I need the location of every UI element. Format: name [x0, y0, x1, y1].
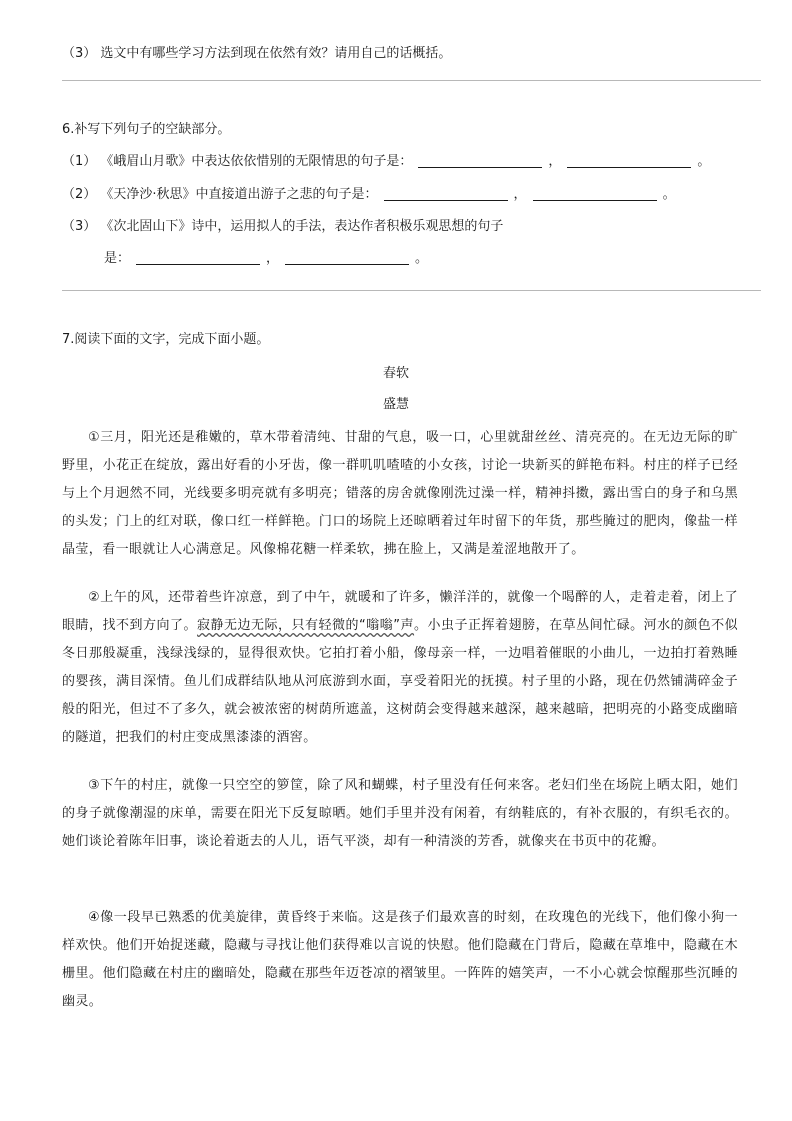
- article-paragraph-3: ③下午的村庄，就像一只空空的箩筐，除了风和蝴蝶，村子里没有任何来客。老妇们坐在场院上晒太阳，她们的身子就像潮湿的床单，需要在阳光下反复晾晒。她们手里并没有闲着，有纳鞋底的，有补衣服的，有织毛衣的。她们谈论着陈年旧事，谈论着逝去的人儿，语气平淡，却有一种清淡的芳香，就像夹在书页中的花瓣。: [62, 778, 738, 849]
- q6-item-3: （3） 《次北固山下》诗中，运用拟人的手法，表达作者积极乐观思想的句子: [62, 219, 504, 234]
- answer-blank[interactable]: [136, 250, 260, 265]
- answer-blank[interactable]: [533, 186, 657, 201]
- q6-item-3-prompt: 是：: [104, 251, 131, 266]
- separator: ，: [513, 187, 527, 202]
- terminator: 。: [662, 187, 676, 202]
- answer-blank[interactable]: [567, 153, 691, 168]
- divider: [62, 290, 761, 291]
- answer-blank[interactable]: [285, 250, 409, 265]
- article-author: 盛慧: [382, 397, 409, 412]
- q7-title: 7.阅读下面的文字，完成下面小题。: [62, 332, 270, 347]
- wavy-underlined-sentence: 寂静无边无际，只有轻微的“嗡嗡”声: [197, 618, 415, 633]
- separator: ，: [548, 154, 562, 169]
- terminator: 。: [697, 154, 711, 169]
- q6-item-1-prompt: （1） 《峨眉山月歌》中表达依依惜别的无限情思的句子是：: [62, 154, 413, 169]
- article-paragraph-1: ①三月，阳光还是稚嫩的，草木带着清纯、甘甜的气息，吸一口，心里就甜丝丝、清亮亮的。在无边无际的旷野里，小花正在绽放，露出好看的小牙齿，像一群叽叽喳喳的小女孩，讨论一块新买的鲜艳布料。村庄的样子已经与上个月迥然不同，光线要多明亮就有多明亮；错落的房舍就像刚洗过澡一样，精神抖擞，露出雪白的身子和乌黑的头发；门上的红对联，像口红一样鲜艳。门口的场院上还晾晒着过年时留下的年货，那些腌过的肥肉，像盐一样晶莹，看一眼就让人心满意足。风像棉花糖一样柔软，拂在脸上，又满是羞涩地散开了。: [62, 430, 738, 557]
- q5-sub3: （3） 选文中有哪些学习方法到现在依然有效？请用自己的话概括。: [62, 46, 452, 61]
- q6-title: 6.补写下列句子的空缺部分。: [62, 122, 231, 137]
- paragraph-2-part-c: 。小虫子正挥着翅膀，在草丛间忙碌。河水的颜色不似冬日那般凝重，浅绿浅绿的，显得很欢快。它拍打着小船，像母亲一样，一边唱着催眠的小曲儿，一边拍打着熟睡的婴孩，满目深情。鱼儿们成群结队地从河底游到水面，享受着阳光的抚摸。村子里的小路，现在仍然铺满碎金子般的阳光，但过不了多久，就会被浓密的树荫所遮盖，这树荫会变得越来越深，越来越暗，把明亮的小路变成幽暗的隧道，把我们的村庄变成黑漆漆的酒窖。: [62, 618, 738, 745]
- divider: [62, 80, 761, 81]
- q6-item-2: [62, 185, 676, 205]
- article-paragraph-2: [62, 584, 738, 752]
- separator: ，: [266, 251, 280, 266]
- q6-item-2-prompt: （2） 《天净沙·秋思》中直接道出游子之悲的句子是：: [62, 187, 378, 202]
- terminator: 。: [415, 251, 429, 266]
- answer-blank[interactable]: [418, 153, 542, 168]
- q6-item-1: [62, 152, 710, 172]
- article-title: 春软: [382, 366, 409, 381]
- article-paragraph-4: ④像一段早已熟悉的优美旋律，黄昏终于来临。这是孩子们最欢喜的时刻，在玫瑰色的光线下，他们像小狗一样欢快。他们开始捉迷藏，隐藏与寻找让他们获得难以言说的快慰。他们隐藏在门背后，隐藏在草堆中，隐藏在木栅里。他们隐藏在村庄的幽暗处，隐藏在那些年迈苍凉的褶皱里。一阵阵的嬉笑声，一不小心就会惊醒那些沉睡的幽灵。: [62, 910, 738, 1009]
- paragraph-2-part-a: ②上午的风，还带着些许凉意，到了中午，就暖和了许多，懒洋洋的，就像一个喝醉的人，走着走着，闭上了眼睛，找不到方向了。: [62, 590, 738, 633]
- q6-item-3-line2: [104, 249, 428, 269]
- answer-blank[interactable]: [384, 186, 508, 201]
